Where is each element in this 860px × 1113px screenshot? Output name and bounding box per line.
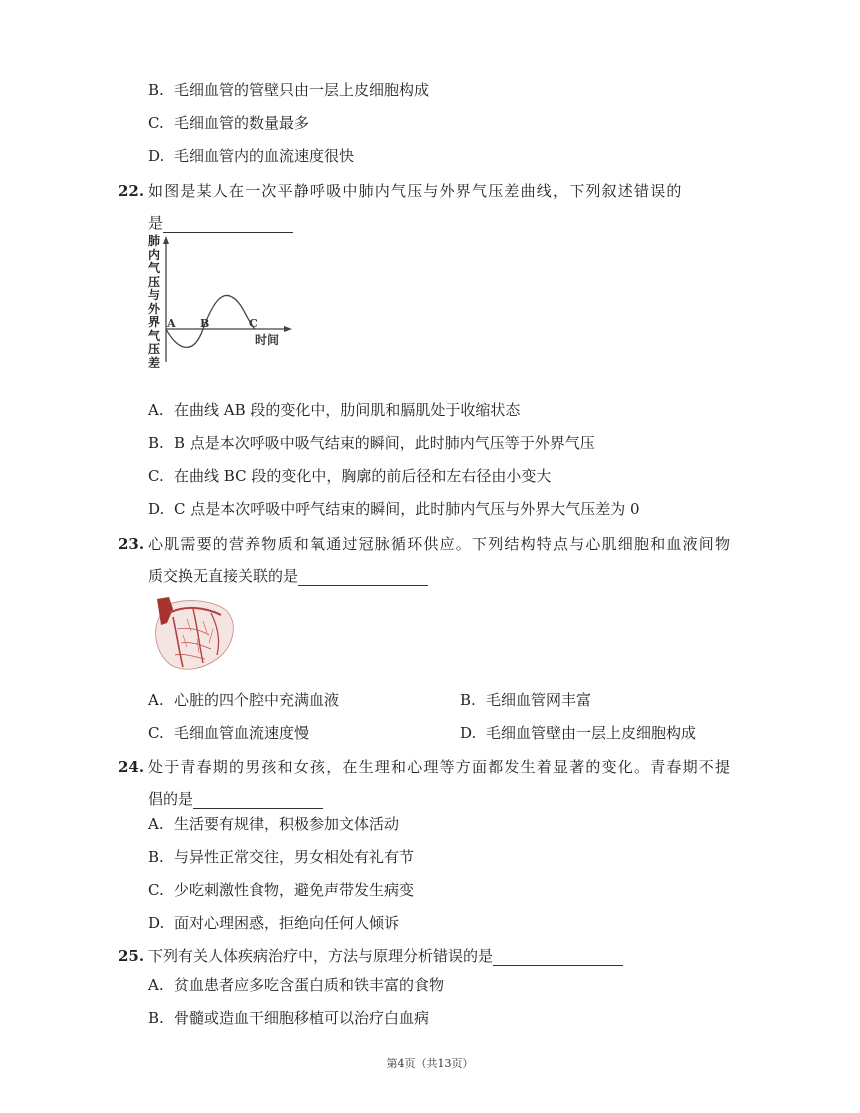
q23-option-c: C. 毛细血管血流速度慢 (148, 724, 310, 742)
q21-option-b: B. 毛细血管的管壁只由一层上皮细胞构成 (148, 81, 430, 99)
point-b-label: B (200, 317, 210, 330)
q23-option-a: A. 心脏的四个腔中充满血液 (148, 691, 340, 709)
q22-stem: 如图是某人在一次平静呼吸中肺内气压与外界气压差曲线，下列叙述错误的 (148, 182, 683, 200)
q25-number: 25. (118, 947, 145, 965)
point-c-label: C (249, 317, 258, 330)
answer-blank[interactable] (163, 216, 293, 233)
q22-ylabel: 肺内气压与外界气压差 (147, 234, 160, 370)
q22-option-d: D. C 点是本次呼吸中呼气结束的瞬间，此时肺内气压与外界大气压差为 0 (148, 500, 640, 518)
q25-stem: 下列有关人体疾病治疗中，方法与原理分析错误的是 (148, 946, 623, 966)
q22-pressure-curve (160, 236, 300, 366)
q24-stem: 处于青春期的男孩和女孩，在生理和心理等方面都发生着显著的变化。青春期不提 (148, 758, 732, 776)
q24-option-d: D. 面对心理困惑，拒绝向任何人倾诉 (148, 914, 400, 932)
x-axis-arrow (284, 326, 292, 332)
q24-option-a: A. 生活要有规律，积极参加文体活动 (148, 815, 400, 833)
point-a-label: A (167, 317, 176, 330)
q25-option-a: A. 贫血患者应多吃含蛋白质和铁丰富的食物 (148, 976, 445, 994)
q22-option-c: C. 在曲线 BC 段的变化中，胸廓的前后径和左右径由小变大 (148, 467, 552, 485)
q21-option-d: D. 毛细血管内的血流速度很快 (148, 147, 355, 165)
q22-option-a: A. 在曲线 AB 段的变化中，肋间肌和膈肌处于收缩状态 (148, 401, 521, 419)
x-axis-label: 时间 (255, 333, 280, 347)
q22-option-b: B. B 点是本次呼吸中吸气结束的瞬间，此时肺内气压等于外界气压 (148, 434, 595, 452)
q24-option-b: B. 与异性正常交往，男女相处有礼有节 (148, 848, 415, 866)
answer-blank[interactable] (298, 569, 428, 586)
q21-option-c: C. 毛细血管的数量最多 (148, 114, 310, 132)
q25-option-b: B. 骨髓或造血干细胞移植可以治疗白血病 (148, 1009, 430, 1027)
q24-number: 24. (118, 758, 145, 776)
curve-line (166, 295, 255, 347)
heart-coronary-illustration (147, 595, 241, 675)
q24-stem-line2: 倡的是 (148, 789, 323, 809)
q23-option-d: D. 毛细血管壁由一层上皮细胞构成 (460, 724, 697, 742)
q22-stem-line2: 是 (148, 213, 293, 233)
q23-stem: 心肌需要的营养物质和氧通过冠脉循环供应。下列结构特点与心肌细胞和血液间物 (148, 535, 732, 553)
q22-number: 22. (118, 182, 145, 200)
q23-option-b: B. 毛细血管网丰富 (460, 691, 592, 709)
page-footer: 第4页（共13页） (386, 1057, 474, 1070)
q23-stem-line2: 质交换无直接关联的是 (148, 566, 428, 586)
answer-blank[interactable] (493, 949, 623, 966)
y-axis-arrow (163, 236, 169, 244)
q24-option-c: C. 少吃刺激性食物，避免声带发生病变 (148, 881, 415, 899)
q23-number: 23. (118, 535, 145, 553)
answer-blank[interactable] (193, 792, 323, 809)
